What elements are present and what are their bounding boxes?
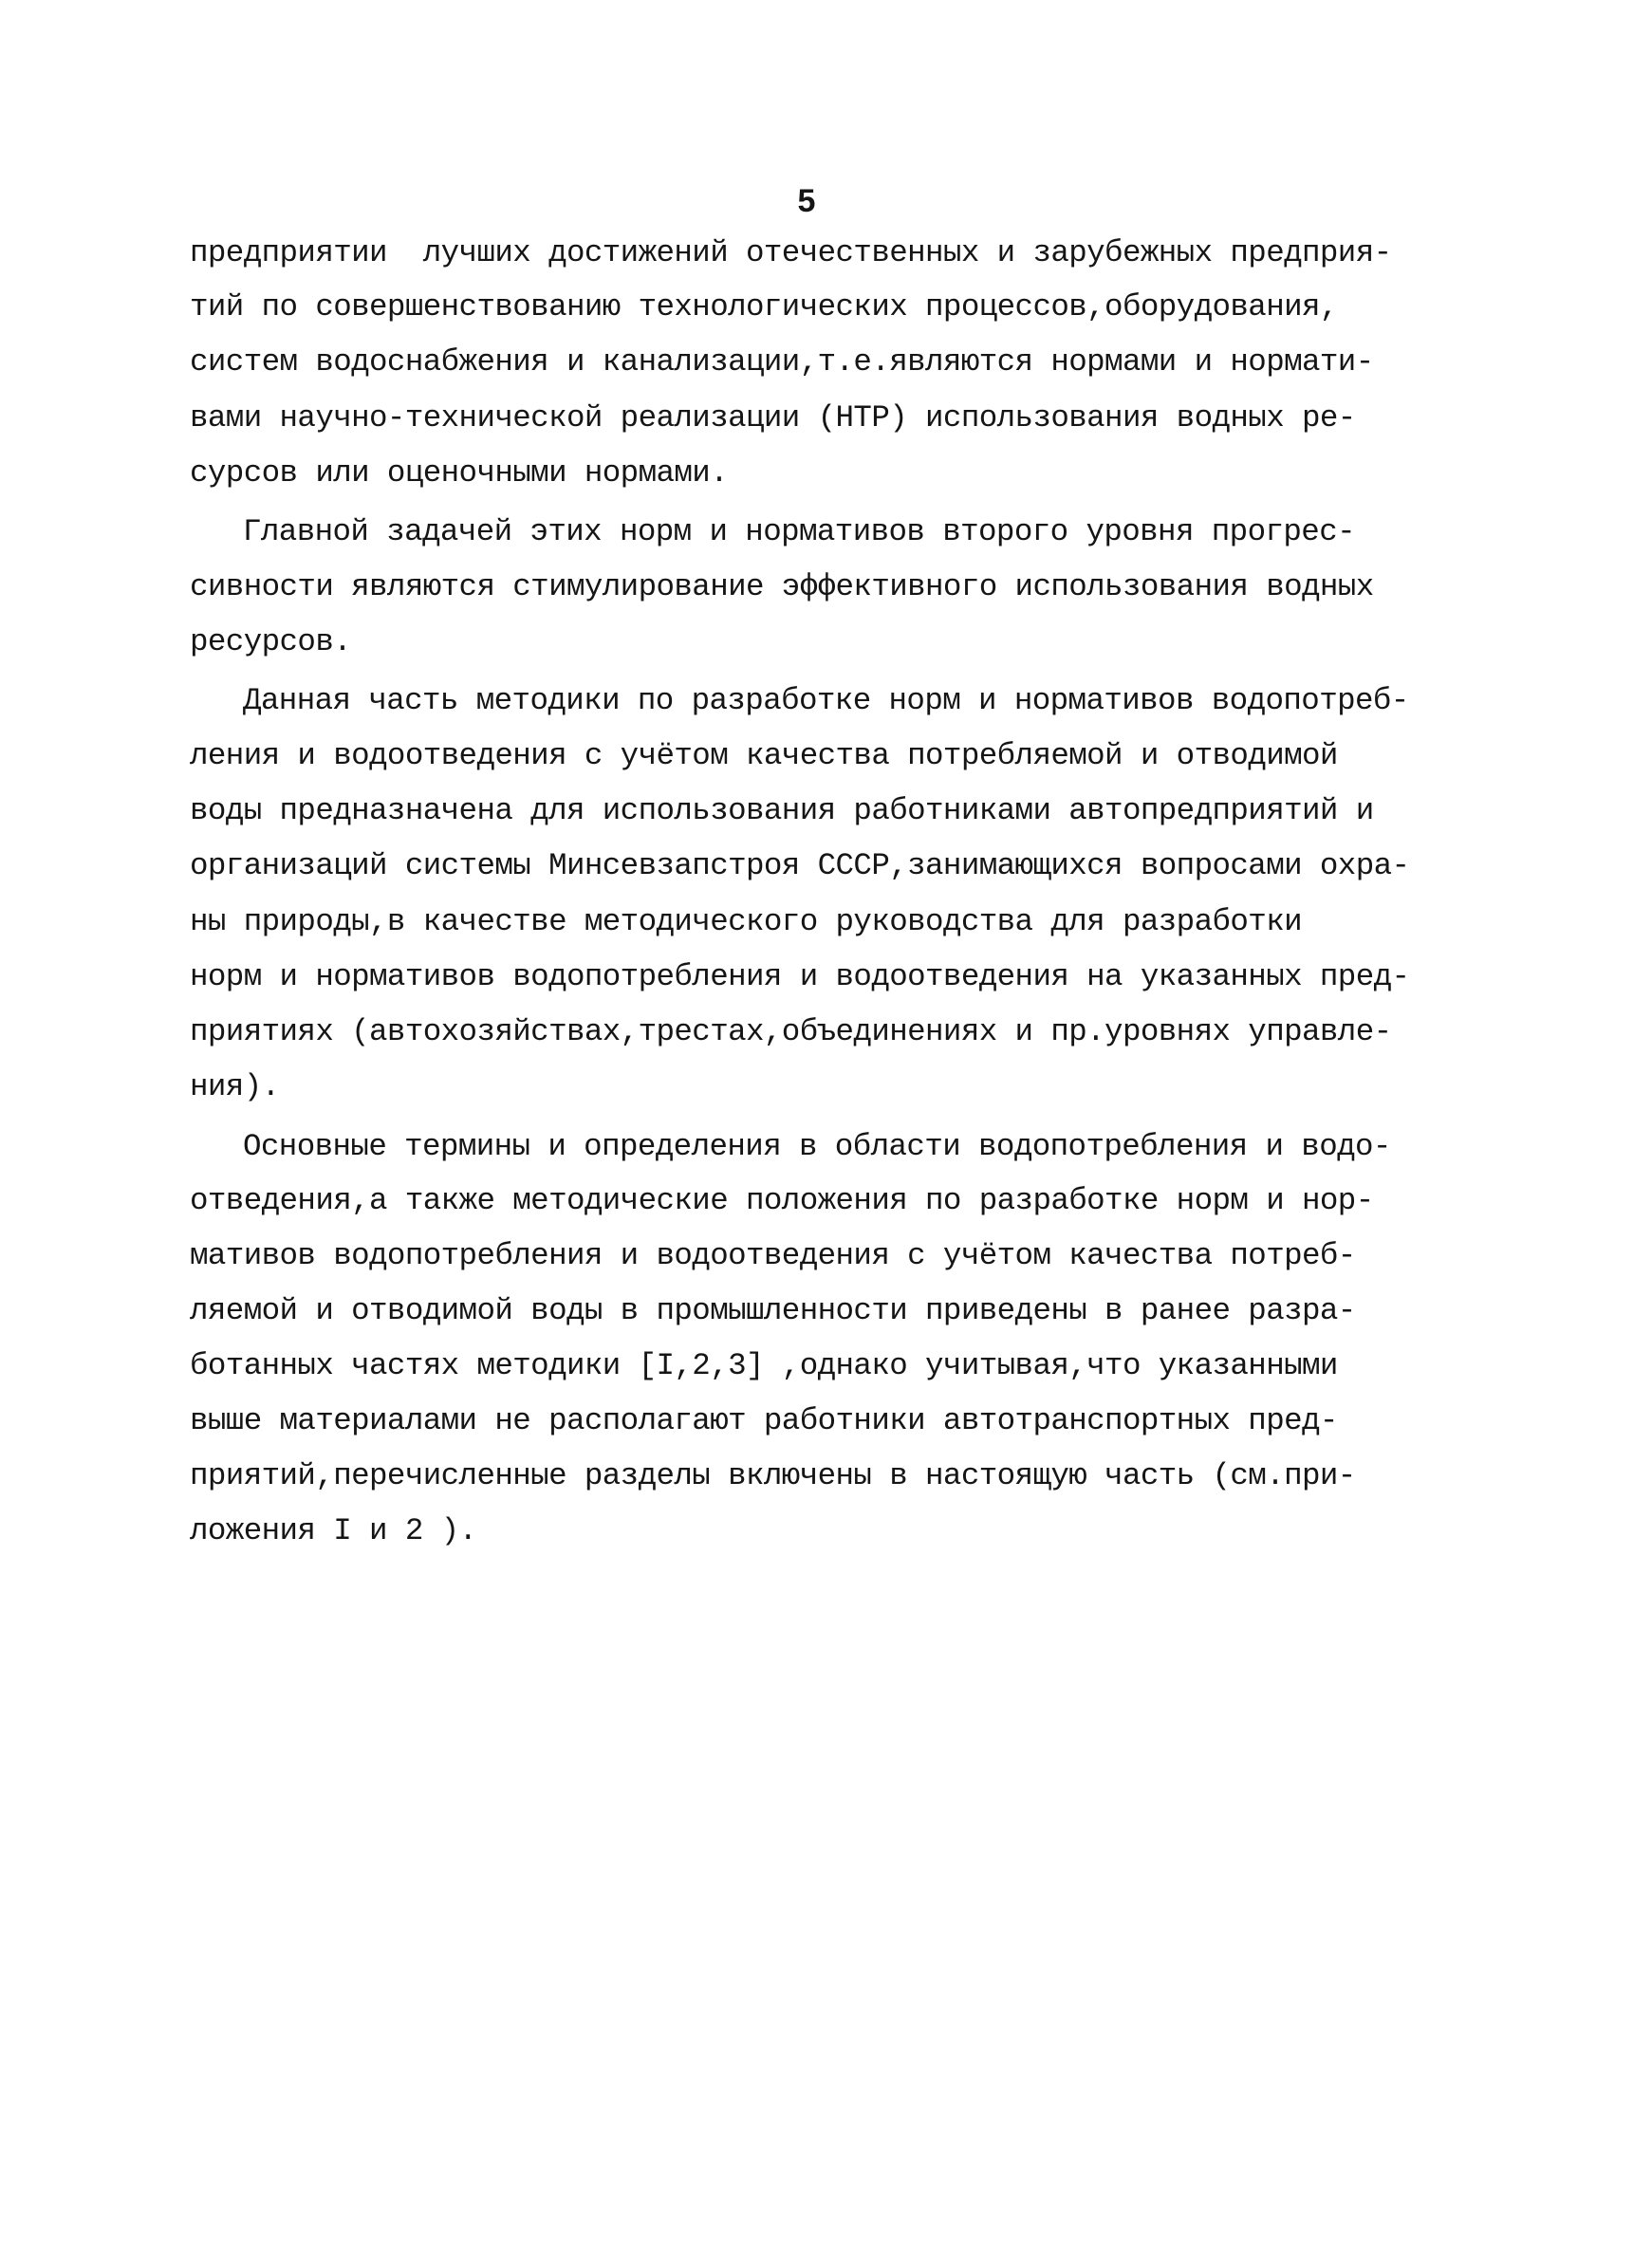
paragraph-4-line-7: приятий,перечисленные разделы включены в настоящую часть (см.при- [190, 1458, 1356, 1493]
paragraph-4-line-5: ботанных частях методики [I,2,3] ,однако учитывая,что указанными [190, 1348, 1338, 1383]
paragraph-1-line-5: сурсов или оценочными нормами. [190, 455, 729, 491]
paragraph-1-line-1: предприятии лучших достижений отечественных и зарубежных предприя- [190, 235, 1392, 270]
paragraph-4-line-4: ляемой и отводимой воды в промышленности приведены в ранее разра- [190, 1293, 1356, 1328]
paragraph-4-line-2: отведения,а также методические положения по разработке норм и нор- [190, 1183, 1374, 1218]
paragraph-3-line-2: ления и водоотведения с учётом качества потребляемой и отводимой [190, 738, 1338, 773]
paragraph-3-line-8: ния). [190, 1069, 280, 1104]
paragraph-4-line-3: мативов водопотребления и водоотведения с учётом качества потреб- [190, 1238, 1356, 1273]
paragraph-4-line-6: выше материалами не располагают работники автотранспортных пред- [190, 1403, 1338, 1438]
paragraph-2-line-1: Главной задачей этих норм и нормативов второго уровня прогрес- [243, 514, 1355, 549]
paragraph-4-line-1: Основные термины и определения в области водопотребления и водо- [243, 1129, 1391, 1164]
paragraph-3-line-5: ны природы,в качестве методического руководства для разработки [190, 904, 1302, 939]
paragraph-4-line-8: ложения I и 2 ). [190, 1513, 477, 1548]
paragraph-3-line-6: норм и нормативов водопотребления и водоотведения на указанных пред- [190, 959, 1410, 994]
paragraph-1-line-4: вами научно-технической реализации (НТР) использования водных ре- [190, 400, 1356, 435]
page-number: 5 [797, 183, 816, 219]
paragraph-3-line-7: приятиях (автохозяйствах,трестах,объединениях и пр.уровнях управле- [190, 1014, 1392, 1049]
paragraph-1-line-2: тий по совершенствованию технологических процессов,оборудования, [190, 289, 1338, 324]
paragraph-3-line-4: организаций системы Минсевзапстроя СССР,занимающихся вопросами охра- [190, 848, 1410, 883]
paragraph-2-line-2: сивности являются стимулирование эффективного использования водных [190, 569, 1374, 604]
paragraph-1-line-3: систем водоснабжения и канализации,т.е.являются нормами и нормати- [190, 344, 1374, 380]
paragraph-3-line-1: Данная часть методики по разработке норм и нормативов водопотреб- [243, 683, 1409, 718]
paragraph-3-line-3: воды предназначена для использования работниками автопредприятий и [190, 793, 1374, 828]
paragraph-2-line-3: ресурсов. [190, 624, 352, 659]
